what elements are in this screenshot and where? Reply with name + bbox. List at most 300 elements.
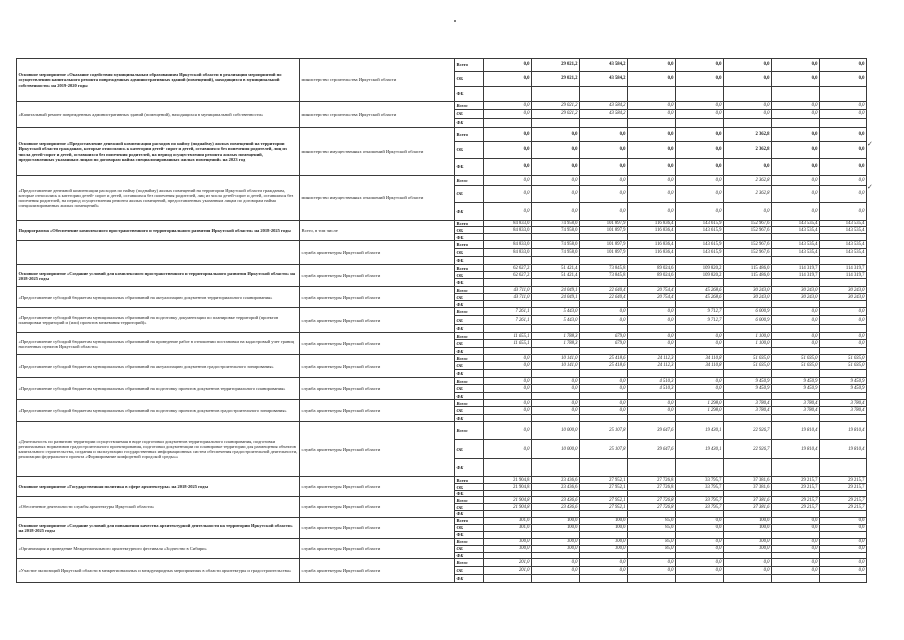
amount-cell: 29 021,2 xyxy=(532,72,580,87)
amount-cell: 0,0 xyxy=(724,72,772,87)
amount-cell: 0,0 xyxy=(820,142,867,159)
amount-cell: 100,0 xyxy=(484,545,532,552)
amount-cell: 0,0 xyxy=(628,102,676,110)
amount-cell: 51 421,4 xyxy=(532,265,580,272)
funding-source: ОБ xyxy=(455,484,484,491)
amount-cell: 0,0 xyxy=(532,128,580,142)
amount-cell xyxy=(676,119,724,128)
measure-name: «Предоставление субсидий бюджетам муниципальных образований на актуализацию документов территориального планирования» xyxy=(17,287,300,308)
measure-name: Основное мероприятие «Создание условий для повышения качества архитектурной деятельности на территории Иркутской области» на 2018-2025 годы xyxy=(17,517,300,538)
amount-cell xyxy=(532,348,580,355)
amount-cell: 0,0 xyxy=(820,102,867,110)
amount-cell xyxy=(484,574,532,582)
amount-cell xyxy=(676,87,724,102)
amount-cell: 0,0 xyxy=(484,355,532,362)
amount-cell: 24 049,1 xyxy=(532,294,580,301)
amount-cell xyxy=(820,415,867,422)
amount-cell xyxy=(484,459,532,477)
amount-cell: 0,0 xyxy=(820,59,867,72)
amount-cell: 51 035,0 xyxy=(820,362,867,370)
amount-cell: 0,0 xyxy=(820,538,867,545)
amount-cell: 109 820,2 xyxy=(676,265,724,272)
amount-cell: 679,0 xyxy=(580,333,628,340)
table-row xyxy=(17,265,867,272)
amount-cell: 21 904,8 xyxy=(484,497,532,504)
amount-cell: 0,0 xyxy=(676,545,724,552)
amount-cell: 0,0 xyxy=(532,176,580,186)
amount-cell xyxy=(724,348,772,355)
responsible-executor: служба архитектуры Иркутской области xyxy=(300,517,455,538)
amount-cell: 7 261,1 xyxy=(484,316,532,325)
amount-cell: 22 640,4 xyxy=(580,294,628,301)
responsible-executor: служба архитектуры Иркутской области xyxy=(300,333,455,355)
table-row xyxy=(17,128,867,142)
amount-cell xyxy=(676,348,724,355)
amount-cell: 0,0 xyxy=(772,176,820,186)
amount-cell: 0,0 xyxy=(676,517,724,524)
amount-cell: 152 967,6 xyxy=(724,241,772,249)
table-row xyxy=(17,517,867,524)
amount-cell: 30 243,0 xyxy=(820,287,867,294)
funding-source: ОБ xyxy=(455,272,484,279)
amount-cell: 0,0 xyxy=(676,340,724,348)
amount-cell xyxy=(580,257,628,265)
amount-cell: 43 711,0 xyxy=(484,287,532,294)
amount-cell xyxy=(532,459,580,477)
amount-cell: 3 780,4 xyxy=(772,407,820,415)
amount-cell: 0,0 xyxy=(484,362,532,370)
amount-cell xyxy=(628,325,676,333)
amount-cell: 2 362,8 xyxy=(724,186,772,203)
amount-cell: 0,0 xyxy=(676,378,724,385)
amount-cell xyxy=(580,279,628,287)
amount-cell: 29 021,2 xyxy=(532,59,580,72)
amount-cell: 25 107,8 xyxy=(580,422,628,440)
amount-cell: 0,0 xyxy=(820,176,867,186)
amount-cell: 84 833,0 xyxy=(484,221,532,227)
amount-cell: 0,0 xyxy=(772,558,820,566)
amount-cell: 0,0 xyxy=(532,159,580,176)
funding-source: ФБ xyxy=(455,393,484,400)
amount-cell: 0,0 xyxy=(772,545,820,552)
amount-cell: 0,0 xyxy=(628,142,676,159)
amount-cell xyxy=(532,87,580,102)
amount-cell: 4 510,3 xyxy=(628,385,676,393)
amount-cell: 0,0 xyxy=(484,422,532,440)
measure-name xyxy=(17,241,300,265)
amount-cell: 1 788,3 xyxy=(532,340,580,348)
amount-cell: 143 615,9 xyxy=(676,249,724,257)
amount-cell: 0,0 xyxy=(484,400,532,407)
funding-source: ОБ xyxy=(455,385,484,393)
amount-cell: 0,0 xyxy=(580,378,628,385)
check-mark-1: ✓ xyxy=(867,140,873,148)
amount-cell: 0,0 xyxy=(580,558,628,566)
funding-source: ОБ xyxy=(455,294,484,301)
funding-source: ОБ xyxy=(455,249,484,257)
amount-cell: 3 780,4 xyxy=(820,407,867,415)
amount-cell: 84 833,0 xyxy=(484,227,532,234)
amount-cell: 100,0 xyxy=(532,524,580,531)
amount-cell: 0,0 xyxy=(484,72,532,87)
amount-cell: 74 958,0 xyxy=(532,221,580,227)
amount-cell xyxy=(484,257,532,265)
amount-cell: 0,0 xyxy=(580,400,628,407)
amount-cell: 100,0 xyxy=(724,545,772,552)
amount-cell: 0,0 xyxy=(724,159,772,176)
amount-cell: 101 897,9 xyxy=(580,241,628,249)
amount-cell: 0,0 xyxy=(724,59,772,72)
amount-cell: 0,0 xyxy=(532,400,580,407)
amount-cell: 1 298,0 xyxy=(676,407,724,415)
amount-cell: 6 000,9 xyxy=(724,316,772,325)
amount-cell xyxy=(628,531,676,538)
amount-cell xyxy=(580,370,628,378)
amount-cell: 0,0 xyxy=(580,203,628,221)
amount-cell: 0,0 xyxy=(580,407,628,415)
amount-cell xyxy=(484,370,532,378)
funding-source: ОБ xyxy=(455,566,484,574)
amount-cell xyxy=(484,87,532,102)
amount-cell xyxy=(628,415,676,422)
amount-cell: 0,0 xyxy=(628,566,676,574)
amount-cell: 89 024,6 xyxy=(628,272,676,279)
amount-cell: 0,0 xyxy=(676,186,724,203)
table-row xyxy=(17,241,867,249)
amount-cell: 0,0 xyxy=(628,340,676,348)
amount-cell: 201,0 xyxy=(484,558,532,566)
amount-cell: 1 298,0 xyxy=(676,400,724,407)
amount-cell: 11 655,1 xyxy=(484,340,532,348)
amount-cell: 0,0 xyxy=(484,142,532,159)
amount-cell: 45 268,6 xyxy=(676,287,724,294)
funding-source: ОБ xyxy=(455,440,484,459)
amount-cell: 0,0 xyxy=(772,128,820,142)
table-row xyxy=(17,378,867,385)
amount-cell: 19 430,1 xyxy=(676,440,724,459)
amount-cell: 33 795,7 xyxy=(676,497,724,504)
amount-cell: 2 362,8 xyxy=(724,142,772,159)
amount-cell: 101 897,9 xyxy=(580,221,628,227)
responsible-executor: служба архитектуры Иркутской области xyxy=(300,422,455,477)
amount-cell: 19 810,4 xyxy=(820,422,867,440)
amount-cell xyxy=(772,574,820,582)
amount-cell: 152 967,6 xyxy=(724,249,772,257)
amount-cell: 0,0 xyxy=(676,385,724,393)
amount-cell: 27 952,1 xyxy=(580,477,628,484)
amount-cell: 0,0 xyxy=(676,333,724,340)
funding-source: Всего xyxy=(455,128,484,142)
amount-cell xyxy=(532,301,580,308)
funding-source: Всего xyxy=(455,497,484,504)
amount-cell: 0,0 xyxy=(580,128,628,142)
amount-cell: 2 362,8 xyxy=(724,176,772,186)
responsible-executor: служба архитектуры Иркутской области xyxy=(300,538,455,558)
amount-cell: 85,0 xyxy=(628,545,676,552)
responsible-executor: служба архитектуры Иркутской области xyxy=(300,378,455,400)
funding-source: ОБ xyxy=(455,340,484,348)
amount-cell xyxy=(724,415,772,422)
amount-cell: 0,0 xyxy=(484,378,532,385)
amount-cell: 1 788,3 xyxy=(532,333,580,340)
amount-cell: 0,0 xyxy=(820,558,867,566)
responsible-executor: служба архитектуры Иркутской области xyxy=(300,287,455,308)
amount-cell: 0,0 xyxy=(484,159,532,176)
amount-cell: 0,0 xyxy=(820,186,867,203)
amount-cell: 0,0 xyxy=(628,59,676,72)
amount-cell: 0,0 xyxy=(628,186,676,203)
amount-cell: 34 110,8 xyxy=(676,362,724,370)
table-row xyxy=(17,102,867,110)
amount-cell xyxy=(628,301,676,308)
amount-cell: 0,0 xyxy=(820,316,867,325)
amount-cell xyxy=(484,348,532,355)
funding-source: ФБ xyxy=(455,459,484,477)
amount-cell xyxy=(772,234,820,241)
table-row xyxy=(17,333,867,340)
amount-cell: 0,0 xyxy=(484,128,532,142)
measure-name: «Предоставление субсидий бюджетам муниципальных образований на подготовку проектов документов градостроительного зонирования» xyxy=(17,400,300,422)
amount-cell: 114 319,7 xyxy=(772,272,820,279)
amount-cell xyxy=(724,234,772,241)
amount-cell xyxy=(484,325,532,333)
funding-source: ФБ xyxy=(455,119,484,128)
amount-cell xyxy=(580,301,628,308)
amount-cell: 33 795,7 xyxy=(676,504,724,511)
responsible-executor: министерство имущественных отношений Иркутской области xyxy=(300,176,455,221)
responsible-executor: служба архитектуры Иркутской области xyxy=(300,477,455,497)
amount-cell xyxy=(724,119,772,128)
amount-cell: 9 450,9 xyxy=(772,385,820,393)
amount-cell: 51 035,0 xyxy=(724,355,772,362)
amount-cell: 20 754,4 xyxy=(628,287,676,294)
measure-name: «Предоставление субсидий бюджетам муниципальных образований на подготовку документации по планировке территорий (проектов планировки территорий и (или) проектов межевания территорий)» xyxy=(17,308,300,333)
amount-cell: 152 967,6 xyxy=(724,221,772,227)
amount-cell: 0,0 xyxy=(628,333,676,340)
amount-cell: 27 952,1 xyxy=(580,484,628,491)
amount-cell: 0,0 xyxy=(532,142,580,159)
amount-cell xyxy=(724,574,772,582)
amount-cell xyxy=(820,393,867,400)
amount-cell: 0,0 xyxy=(676,59,724,72)
amount-cell: 100,0 xyxy=(484,538,532,545)
amount-cell: 0,0 xyxy=(772,186,820,203)
amount-cell xyxy=(820,531,867,538)
amount-cell: 45 268,6 xyxy=(676,294,724,301)
amount-cell: 19 810,4 xyxy=(820,440,867,459)
amount-cell xyxy=(580,325,628,333)
amount-cell: 37 381,6 xyxy=(724,497,772,504)
funding-source: Всего xyxy=(455,59,484,72)
amount-cell: 27 952,1 xyxy=(580,497,628,504)
amount-cell xyxy=(772,301,820,308)
amount-cell: 0,0 xyxy=(580,186,628,203)
amount-cell xyxy=(772,87,820,102)
amount-cell: 143 535,4 xyxy=(772,249,820,257)
amount-cell: 25 107,8 xyxy=(580,440,628,459)
responsible-executor: министерство строительства Иркутской области xyxy=(300,102,455,128)
amount-cell: 0,0 xyxy=(820,128,867,142)
funding-source: ОБ xyxy=(455,186,484,203)
funding-source: ОБ xyxy=(455,407,484,415)
amount-cell: 0,0 xyxy=(580,316,628,325)
amount-cell: 10 000,0 xyxy=(532,440,580,459)
amount-cell: 21 904,8 xyxy=(484,477,532,484)
amount-cell: 0,0 xyxy=(676,102,724,110)
amount-cell: 116 836,4 xyxy=(628,249,676,257)
amount-cell xyxy=(724,370,772,378)
amount-cell xyxy=(484,119,532,128)
amount-cell: 0,0 xyxy=(532,558,580,566)
amount-cell: 27 952,1 xyxy=(580,504,628,511)
amount-cell xyxy=(676,325,724,333)
amount-cell xyxy=(628,459,676,477)
funding-source: Всего xyxy=(455,400,484,407)
amount-cell xyxy=(724,393,772,400)
measure-name: «Капитальный ремонт поврежденных административных зданий (помещений), находящихся в муниципальной собственности» xyxy=(17,102,300,128)
table-row xyxy=(17,558,867,566)
amount-cell xyxy=(772,348,820,355)
amount-cell xyxy=(628,370,676,378)
measure-name: «Предоставление денежной компенсации расходов по найму (поднайму) жилых помещений на территории Иркутской области гражданам, которые относились к категории детей- сирот и детей, оставшихся без попечения родителей, лиц из числа детей-сирот и детей, оставшихся без попечения родителей, на период осуществления ремонта жилых помещений, предоставленных указанным лицам по договорам найма специализированных жилых помещений» xyxy=(17,176,300,221)
amount-cell: 74 958,0 xyxy=(532,241,580,249)
amount-cell xyxy=(628,87,676,102)
amount-cell xyxy=(628,279,676,287)
amount-cell: 3 780,4 xyxy=(724,400,772,407)
amount-cell: 29 215,7 xyxy=(772,477,820,484)
amount-cell xyxy=(580,348,628,355)
amount-cell: 0,0 xyxy=(772,340,820,348)
amount-cell: 0,0 xyxy=(580,308,628,316)
amount-cell: 89 024,6 xyxy=(628,265,676,272)
amount-cell xyxy=(532,370,580,378)
amount-cell: 301,0 xyxy=(484,517,532,524)
amount-cell: 5 443,0 xyxy=(532,308,580,316)
amount-cell: 0,0 xyxy=(676,566,724,574)
amount-cell xyxy=(484,393,532,400)
amount-cell: 143 535,4 xyxy=(772,221,820,227)
amount-cell: 0,0 xyxy=(484,176,532,186)
amount-cell: 23 436,6 xyxy=(532,477,580,484)
amount-cell: 22 640,4 xyxy=(580,287,628,294)
amount-cell xyxy=(532,393,580,400)
amount-cell: 19 430,1 xyxy=(676,422,724,440)
amount-cell xyxy=(532,119,580,128)
amount-cell: 143 535,4 xyxy=(820,249,867,257)
measure-name: «Организация и проведение Межрегионального архитектурного фестиваля «Зодчество в Сибири» xyxy=(17,538,300,558)
measure-name: Основное мероприятие «Предоставление денежной компенсации расходов по найму (поднайму) жилых помещений на территории Иркутской области гражданам, которые относились к категории детей- сирот и детей, оставшихся без попечения родителей, лиц из числа детей-сирот и детей, оставшихся без попечения родителей, на период осуществления ремонта жилых помещений, предоставленных указанным лицам по договорам найма специализированных жилых помещений» на 2023 год xyxy=(17,128,300,176)
amount-cell xyxy=(484,279,532,287)
amount-cell: 0,0 xyxy=(628,159,676,176)
amount-cell xyxy=(532,257,580,265)
funding-source: Всего xyxy=(455,333,484,340)
amount-cell: 0,0 xyxy=(580,385,628,393)
amount-cell: 0,0 xyxy=(484,385,532,393)
funding-source: ОБ xyxy=(455,110,484,119)
amount-cell: 0,0 xyxy=(628,176,676,186)
amount-cell: 0,0 xyxy=(532,378,580,385)
amount-cell: 100,0 xyxy=(532,538,580,545)
funding-source: Всего xyxy=(455,422,484,440)
measure-name: Подпрограмма «Обеспечение комплексного пространственного и территориального развития Иркутской области» на 2018-2025 годы xyxy=(17,221,300,241)
amount-cell: 22 926,7 xyxy=(724,422,772,440)
amount-cell: 0,0 xyxy=(484,102,532,110)
amount-cell: 0,0 xyxy=(580,159,628,176)
amount-cell: 0,0 xyxy=(532,566,580,574)
amount-cell: 100,0 xyxy=(724,517,772,524)
funding-source: Всего xyxy=(455,355,484,362)
amount-cell xyxy=(820,348,867,355)
measure-name: «Обеспечение деятельности службы архитектуры Иркутской области» xyxy=(17,497,300,517)
amount-cell: 30 243,0 xyxy=(772,294,820,301)
amount-cell: 22 926,7 xyxy=(724,440,772,459)
amount-cell: 143 535,4 xyxy=(820,227,867,234)
amount-cell: 85,0 xyxy=(628,517,676,524)
amount-cell: 62 627,2 xyxy=(484,265,532,272)
amount-cell: 0,0 xyxy=(724,203,772,221)
funding-source: ФБ xyxy=(455,279,484,287)
amount-cell: 43 584,2 xyxy=(580,72,628,87)
amount-cell: 51 035,0 xyxy=(820,355,867,362)
amount-cell: 1 100,0 xyxy=(724,340,772,348)
table-row xyxy=(17,497,867,504)
funding-source: Всего xyxy=(455,241,484,249)
amount-cell xyxy=(772,415,820,422)
amount-cell: 29 215,7 xyxy=(820,484,867,491)
check-mark-2: ✓ xyxy=(867,183,873,191)
amount-cell: 23 436,6 xyxy=(532,497,580,504)
amount-cell xyxy=(772,393,820,400)
amount-cell: 7 261,1 xyxy=(484,308,532,316)
amount-cell xyxy=(724,531,772,538)
amount-cell xyxy=(676,574,724,582)
budget-table xyxy=(16,58,867,583)
amount-cell: 9 450,9 xyxy=(772,378,820,385)
funding-source: Всего xyxy=(455,517,484,524)
funding-source: Всего xyxy=(455,378,484,385)
amount-cell xyxy=(484,234,532,241)
amount-cell: 0,0 xyxy=(724,558,772,566)
amount-cell: 0,0 xyxy=(772,316,820,325)
amount-cell xyxy=(580,393,628,400)
amount-cell: 0,0 xyxy=(820,159,867,176)
amount-cell: 27 726,8 xyxy=(628,497,676,504)
amount-cell xyxy=(628,393,676,400)
amount-cell: 101 897,9 xyxy=(580,227,628,234)
amount-cell: 0,0 xyxy=(628,72,676,87)
amount-cell: 0,0 xyxy=(772,333,820,340)
funding-source: ФБ xyxy=(455,301,484,308)
amount-cell xyxy=(772,531,820,538)
amount-cell xyxy=(628,119,676,128)
amount-cell xyxy=(580,119,628,128)
amount-cell: 10 141,0 xyxy=(532,355,580,362)
amount-cell: 29 215,7 xyxy=(820,504,867,511)
funding-source: ОБ xyxy=(455,362,484,370)
amount-cell: 33 795,7 xyxy=(676,484,724,491)
amount-cell: 43 584,2 xyxy=(580,110,628,119)
amount-cell xyxy=(676,301,724,308)
amount-cell: 114 319,7 xyxy=(820,265,867,272)
amount-cell: 24 049,1 xyxy=(532,287,580,294)
amount-cell: 3 780,4 xyxy=(820,400,867,407)
funding-source: Всего xyxy=(455,287,484,294)
amount-cell: 21 904,8 xyxy=(484,504,532,511)
amount-cell: 0,0 xyxy=(772,308,820,316)
table-row xyxy=(17,59,867,72)
amount-cell xyxy=(724,301,772,308)
amount-cell: 0,0 xyxy=(820,340,867,348)
